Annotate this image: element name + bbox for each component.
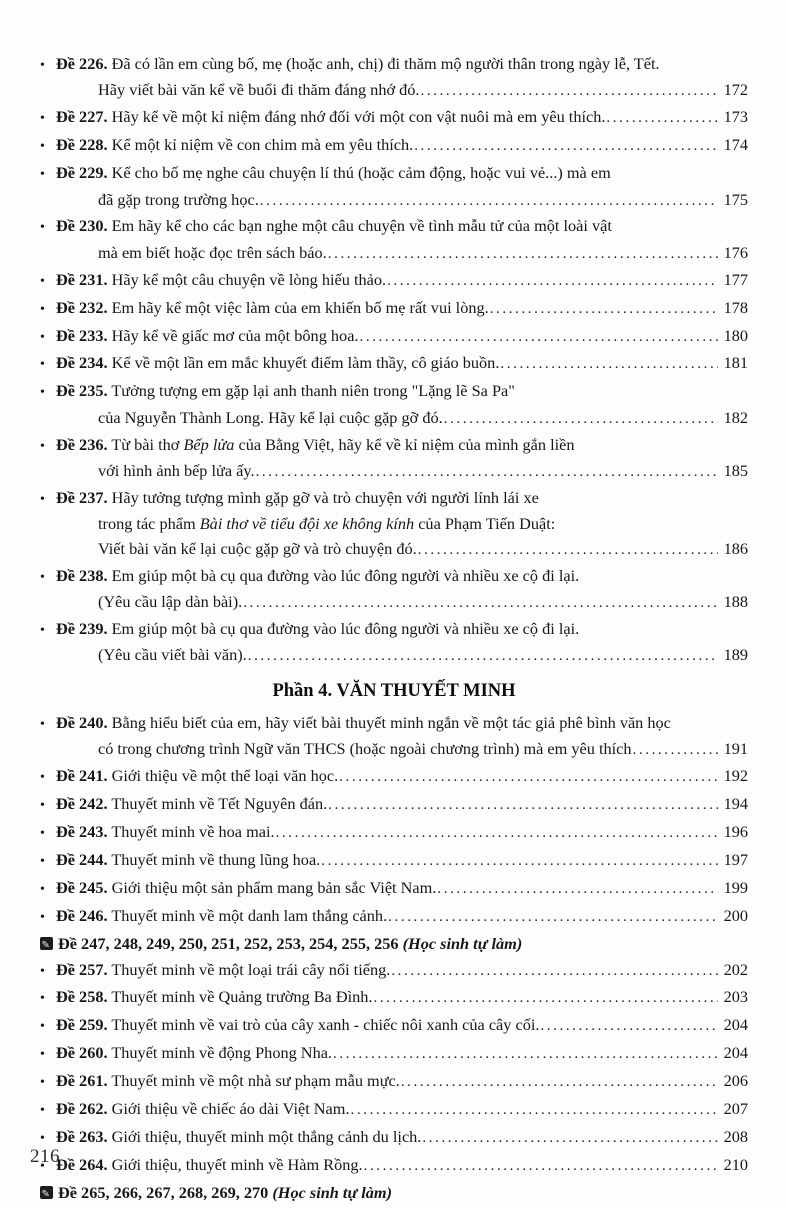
toc-entry-line: [40, 241, 748, 266]
toc-entry-line: [40, 52, 748, 78]
entry-text: Đề 243. Thuyết minh về hoa mai.: [56, 821, 275, 841]
bullet-icon: [40, 820, 56, 846]
entry-text: Đề 228. Kể một kỉ niệm về con chim mà em yêu thích.: [56, 135, 414, 155]
toc-entry-line: [40, 764, 748, 790]
toc-entry: [40, 486, 748, 562]
toc-entry-line: [40, 161, 748, 187]
page-number: 181: [723, 353, 748, 373]
entry-text: Đề 233. Hãy kể về giấc mơ của một bông hoa.: [56, 325, 359, 345]
entry-text: Đề 262. Giới thiệu về chiếc áo dài Việt Nam.: [56, 1099, 350, 1119]
entry-text: Đề 232. Em hãy kể một việc làm của em khiến bố mẹ rất vui lòng.: [56, 297, 489, 317]
toc-entry: [40, 820, 748, 846]
entry-text: Đề 259. Thuyết minh về vai trò của cây xanh - chiếc nôi xanh của cây cối.: [56, 1015, 540, 1035]
page-number: 178: [723, 297, 748, 317]
entry-text: trong tác phẩm Bài thơ về tiểu đội xe không kính của Phạm Tiến Duật:: [98, 514, 556, 534]
entry-text: Đề 226. Đã có lần em cùng bố, mẹ (hoặc anh, chị) đi thăm mộ người thân trong ngày lễ, Tết.: [56, 54, 660, 73]
bullet-icon: [40, 268, 56, 294]
toc-entry: [40, 351, 748, 377]
dot-leader: [260, 188, 718, 213]
dot-leader: [243, 590, 718, 615]
bullet-icon: [40, 1069, 56, 1095]
bullet-icon: [40, 958, 56, 984]
toc-entry-line: [40, 351, 748, 377]
toc-entry-line: [40, 985, 748, 1011]
toc-entry: [40, 1153, 748, 1179]
toc-entry: [40, 848, 748, 874]
dot-leader: [414, 133, 718, 158]
toc-entry-line: [40, 643, 748, 668]
toc-entry-line: [40, 433, 748, 459]
page-number: 176: [723, 242, 748, 262]
bullet-icon: [40, 1097, 56, 1123]
toc-entry: [40, 1181, 748, 1205]
entry-text: Đề 229. Kể cho bố mẹ nghe câu chuyện lí thú (hoặc cảm động, hoặc vui vẻ...) mà em: [56, 163, 611, 183]
entry-text: Đề 264. Giới thiệu, thuyết minh về Hàm Rồng.: [56, 1154, 363, 1174]
dot-leader: [360, 324, 719, 349]
entry-text: Đề 231. Hãy kể một câu chuyện về lòng hiếu thảo.: [56, 269, 387, 289]
bullet-icon: [40, 564, 56, 590]
toc-entry-line: [40, 958, 748, 984]
toc-entry-line: [40, 188, 748, 213]
dot-leader: [351, 1097, 718, 1122]
entry-text: Đề 239. Em giúp một bà cụ qua đường vào lúc đông người và nhiều xe cộ đi lại.: [56, 619, 580, 639]
entry-text: Đề 241. Giới thiệu về một thể loại văn học.: [56, 766, 339, 786]
entry-text: Đề 247, 248, 249, 250, 251, 252, 253, 254, 255, 256 (Học sinh tự làm): [58, 933, 523, 953]
entry-text: Đề 257. Thuyết minh về một loại trái cây nổi tiếng.: [56, 959, 391, 979]
dot-leader: [540, 1013, 718, 1038]
toc-entry-line: [40, 1125, 748, 1151]
page-number: 194: [723, 794, 748, 814]
entry-text: Đề 258. Thuyết minh về Quảng trường Ba Đình.: [56, 987, 373, 1007]
toc-entry: [40, 379, 748, 431]
toc-entry-line: [40, 1181, 748, 1205]
toc-entry-line: [40, 876, 748, 902]
toc-entry-line: [40, 792, 748, 818]
entry-text: Đề 237. Hãy tưởng tượng mình gặp gỡ và trò chuyện với người lính lái xe: [56, 488, 539, 507]
toc-entry: [40, 1013, 748, 1039]
dot-leader: [633, 737, 718, 762]
toc-entry: [40, 52, 748, 104]
toc-entry: [40, 876, 748, 902]
entry-text: Đề 242. Thuyết minh về Tết Nguyên đán.: [56, 794, 328, 814]
self-study-note-icon: [40, 937, 53, 950]
page-number: 202: [723, 959, 748, 979]
toc-entry: [40, 268, 748, 294]
bullet-icon: [40, 1041, 56, 1067]
page-number: 177: [723, 269, 748, 289]
section-heading: Phần 4. VĂN THUYẾT MINH: [272, 680, 516, 701]
entry-text: Đề 244. Thuyết minh về thung lũng hoa.: [56, 849, 321, 869]
page-number: 203: [723, 987, 748, 1007]
entry-text: (Yêu cầu lập dàn bài).: [98, 592, 243, 612]
bullet-icon: [40, 379, 56, 405]
dot-leader: [333, 1041, 718, 1066]
page-number: 199: [723, 877, 748, 897]
entry-text: Đề 245. Giới thiệu một sản phẩm mang bản sắc Việt Nam.: [56, 877, 437, 897]
toc-entry: [40, 985, 748, 1011]
toc-entry-line: [40, 105, 748, 131]
toc-entry-line: [40, 512, 748, 536]
toc-entry-line: [40, 820, 748, 846]
dot-leader: [339, 764, 718, 789]
entry-text: Đề 235. Tưởng tượng em gặp lại anh thanh niên trong "Lặng lẽ Sa Pa": [56, 381, 515, 401]
bullet-icon: [40, 351, 56, 377]
toc-entry-line: [40, 711, 748, 737]
bullet-icon: [40, 876, 56, 902]
entry-text: Đề 230. Em hãy kể cho các bạn nghe một câu chuyện về tình mẫu tử của một loài vật: [56, 216, 612, 236]
dot-leader: [328, 241, 718, 266]
toc-entry-line: [40, 214, 748, 240]
toc-entry-line: [40, 1013, 748, 1039]
toc-entry: [40, 711, 748, 763]
page-number: 196: [723, 821, 748, 841]
toc-entry: [40, 1097, 748, 1123]
toc-entry-line: [40, 268, 748, 294]
toc-entry-line: [40, 590, 748, 615]
bullet-icon: [40, 486, 56, 512]
page-number: 186: [723, 538, 748, 558]
entry-text: đã gặp trong trường học.: [98, 189, 259, 209]
entry-text: có trong chương trình Ngữ văn THCS (hoặc ngoài chương trình) mà em yêu thích: [98, 739, 632, 759]
toc-entry-line: [40, 1153, 748, 1179]
toc-entry: [40, 617, 748, 669]
page-number: 174: [723, 135, 748, 155]
entry-text: Đề 265, 266, 267, 268, 269, 270 (Học sinh tự làm): [58, 1182, 393, 1202]
toc-entry-line: [40, 486, 748, 512]
dot-leader: [490, 296, 718, 321]
entry-text: của Nguyễn Thành Long. Hãy kể lại cuộc gặp gỡ đó.: [98, 407, 443, 427]
dot-leader: [606, 105, 718, 130]
page-number: 200: [723, 905, 748, 925]
entry-text: Đề 240. Bằng hiểu biết của em, hãy viết bài thuyết minh ngắn về một tác giả phê bình văn học: [56, 712, 671, 732]
bullet-icon: [40, 985, 56, 1011]
page-number: 206: [723, 1071, 748, 1091]
bullet-icon: [40, 433, 56, 459]
dot-leader: [328, 792, 718, 817]
toc-entry-line: [40, 324, 748, 350]
bullet-icon: [40, 296, 56, 322]
toc-entry: [40, 324, 748, 350]
toc-entry: [40, 161, 748, 213]
page-number: 188: [723, 592, 748, 612]
toc-entry: [40, 105, 748, 131]
toc-entry: [40, 433, 748, 485]
toc-entry-line: [40, 459, 748, 484]
dot-leader: [391, 958, 718, 983]
toc-entry-line: [40, 296, 748, 322]
toc-entry: [40, 792, 748, 818]
toc-entry: [40, 564, 748, 616]
toc-entry: [40, 214, 748, 266]
entry-text: Hãy viết bài văn kể về buổi đi thăm đáng nhớ đó.: [98, 80, 420, 100]
bullet-icon: [40, 711, 56, 737]
toc-entry-line: [40, 904, 748, 930]
dot-leader: [444, 406, 718, 431]
bullet-icon: [40, 324, 56, 350]
dot-leader: [256, 459, 718, 484]
dot-leader: [373, 985, 718, 1010]
page-number: 191: [723, 739, 748, 759]
toc-entry-line: [40, 537, 748, 562]
toc-entry-line: [40, 564, 748, 590]
page-number: 189: [723, 645, 748, 665]
entry-text: mà em biết hoặc đọc trên sách báo.: [98, 242, 327, 262]
toc-entry: [40, 1125, 748, 1151]
dot-leader: [421, 78, 719, 103]
dot-leader: [422, 1125, 718, 1150]
bullet-icon: [40, 105, 56, 131]
page-number: 207: [723, 1099, 748, 1119]
bullet-icon: [40, 904, 56, 930]
bullet-icon: [40, 792, 56, 818]
toc-entry: [40, 958, 748, 984]
entry-text: (Yêu cầu viết bài văn).: [98, 645, 247, 665]
toc-list: [40, 52, 748, 1205]
toc-entry: [40, 133, 748, 159]
toc-entry-line: [40, 932, 748, 956]
entry-text: Đề 236. Từ bài thơ Bếp lửa của Bằng Việt, hãy kể về kỉ niệm của mình gắn liền: [56, 434, 575, 454]
dot-leader: [437, 876, 718, 901]
toc-entry-line: [40, 379, 748, 405]
entry-text: Đề 261. Thuyết minh về một nhà sư phạm mẫu mực.: [56, 1071, 400, 1091]
toc-entry: [40, 932, 748, 956]
toc-entry-line: [40, 1097, 748, 1123]
toc-entry-line: [40, 406, 748, 431]
toc-entry: [40, 904, 748, 930]
entry-text: Viết bài văn kể lại cuộc gặp gỡ và trò chuyện đó.: [98, 538, 417, 558]
page-number: 204: [723, 1015, 748, 1035]
toc-entry-line: [40, 737, 748, 762]
dot-leader: [321, 848, 718, 873]
dot-leader: [401, 1069, 718, 1094]
bullet-icon: [40, 1013, 56, 1039]
entry-text: Đề 238. Em giúp một bà cụ qua đường vào lúc đông người và nhiều xe cộ đi lại.: [56, 565, 580, 585]
page-number: 173: [723, 107, 748, 127]
toc-entry: [40, 1069, 748, 1095]
toc-entry-line: [40, 848, 748, 874]
bullet-icon: [40, 52, 56, 78]
page-number: 172: [723, 80, 748, 100]
bullet-icon: [40, 133, 56, 159]
bullet-icon: [40, 617, 56, 643]
toc-entry: [40, 1041, 748, 1067]
page-number: 204: [723, 1043, 748, 1063]
toc-entry-line: [40, 617, 748, 643]
page-number: 208: [723, 1126, 748, 1146]
entry-text: Đề 227. Hãy kể về một kỉ niệm đáng nhớ đối với một con vật nuôi mà em yêu thích.: [56, 107, 606, 127]
entry-text: Đề 263. Giới thiệu, thuyết minh một thắng cảnh du lịch.: [56, 1126, 422, 1146]
bullet-icon: [40, 848, 56, 874]
dot-leader: [418, 537, 718, 562]
toc-entry-line: [40, 78, 748, 103]
toc-entry-line: [40, 1041, 748, 1067]
page-number: 197: [723, 849, 748, 869]
bullet-icon: [40, 161, 56, 187]
dot-leader: [500, 351, 718, 376]
self-study-note-icon: [40, 1186, 53, 1199]
toc-entry: [40, 296, 748, 322]
page-number: 185: [723, 461, 748, 481]
entry-text: Đề 234. Kể về một lần em mắc khuyết điểm làm thầy, cô giáo buồn.: [56, 353, 500, 373]
dot-leader: [387, 268, 718, 293]
toc-entry: [40, 764, 748, 790]
page-number: 210: [723, 1154, 748, 1174]
dot-leader: [276, 820, 718, 845]
dot-leader: [364, 1153, 718, 1178]
toc-entry-line: [40, 133, 748, 159]
footer-page-number: 216: [30, 1146, 60, 1167]
dot-leader: [248, 643, 718, 668]
page-number: 180: [723, 325, 748, 345]
bullet-icon: [40, 764, 56, 790]
bullet-icon: [40, 214, 56, 240]
entry-text: Đề 260. Thuyết minh về động Phong Nha.: [56, 1043, 333, 1063]
dot-leader: [388, 904, 718, 929]
page-number: 182: [723, 407, 748, 427]
entry-text: Đề 246. Thuyết minh về một danh lam thắng cảnh.: [56, 905, 388, 925]
toc-entry-line: [40, 1069, 748, 1095]
page-number: 175: [723, 189, 748, 209]
entry-text: với hình ảnh bếp lửa ấy.: [98, 461, 255, 481]
page-number: 192: [723, 766, 748, 786]
